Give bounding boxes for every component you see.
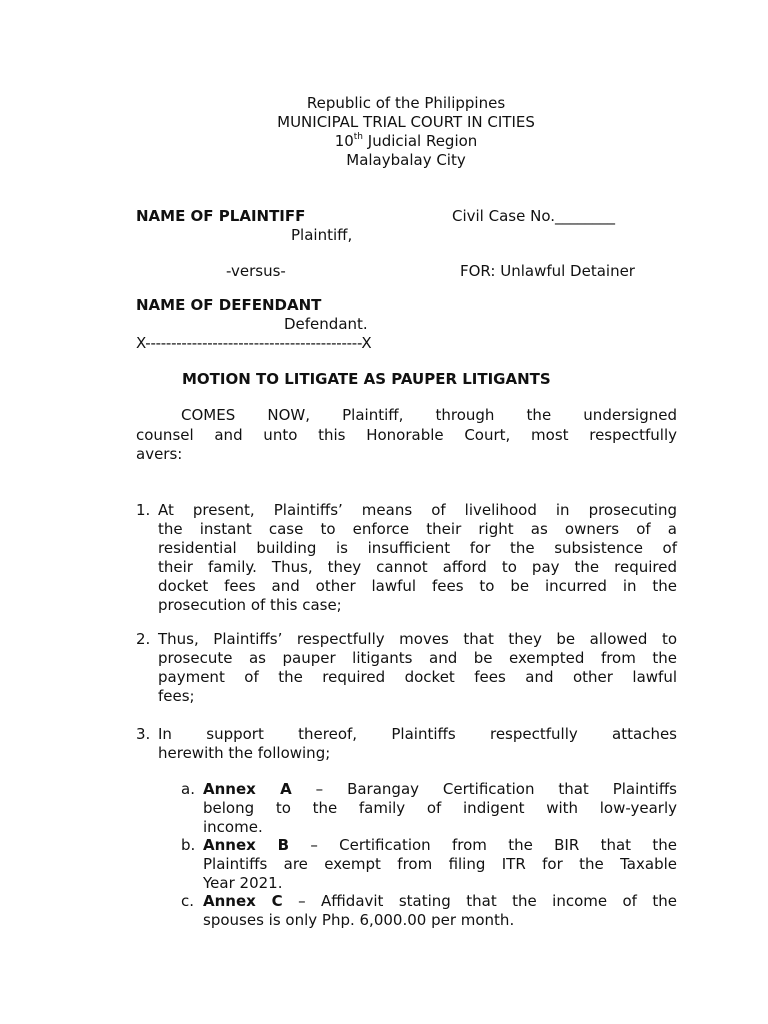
header-republic: Republic of the Philippines (306, 94, 506, 112)
annex-a-text (203, 780, 677, 837)
item-2-text (158, 630, 677, 706)
item-1-line: residential building is insufficient for the subsistence of (158, 539, 677, 557)
annex-b-letter: b. (181, 836, 196, 854)
annex-a-label: Annex A (203, 780, 292, 798)
item-2-line: payment of the required docket fees and other lawful (158, 668, 677, 686)
annex-b-line: Year 2021. (203, 874, 283, 892)
case-number: Civil Case No.________ (452, 207, 616, 225)
annex-b-desc: – Certification from the BIR that the (289, 836, 677, 854)
item-1-line: docket fees and other lawful fees to be incurred in the (158, 577, 677, 595)
annex-c-label: Annex C (203, 892, 283, 910)
region-text: Judicial Region (363, 132, 478, 150)
document-title: MOTION TO LITIGATE AS PAUPER LITIGANTS (182, 370, 551, 388)
item-1-line: prosecution of this case; (158, 596, 342, 614)
annex-a-line: income. (203, 818, 263, 836)
header-region (0, 132, 768, 151)
versus-label: -versus- (226, 262, 286, 280)
plaintiff-role: Plaintiff, (291, 226, 353, 244)
region-suffix: th (353, 132, 364, 142)
header-court: MUNICIPAL TRIAL COURT IN CITIES (277, 113, 535, 131)
annex-b-first-line (203, 836, 677, 855)
annex-a-letter: a. (181, 780, 195, 798)
intro-line-2: counsel and unto this Honorable Court, most respectfully (136, 426, 677, 444)
annex-c-desc: – Affidavit stating that the income of the (282, 892, 678, 910)
annex-b-line: Plaintiffs are exempt from filing ITR for the Taxable (203, 855, 677, 873)
case-nature: FOR: Unlawful Detainer (460, 262, 635, 280)
item-1-line: At present, Plaintiffs’ means of livelihood in prosecuting (158, 501, 677, 519)
defendant-role: Defendant. (284, 315, 368, 333)
item-2-number: 2. (136, 630, 151, 648)
annex-a-line: belong to the family of indigent with low-yearly (203, 799, 677, 817)
item-3-number: 3. (136, 725, 151, 743)
region-number: 10 (334, 132, 354, 150)
item-2-line: fees; (158, 687, 195, 705)
annex-c-first-line (203, 892, 677, 911)
item-3-line: In support thereof, Plaintiffs respectfully attaches (158, 725, 677, 743)
item-1-line: the instant case to enforce their right as owners of a (158, 520, 677, 538)
annex-b-text (203, 836, 677, 893)
annex-a-desc: – Barangay Certification that Plaintiffs (291, 780, 677, 798)
annex-b-label: Annex B (203, 836, 290, 854)
item-3-line: herewith the following; (158, 744, 331, 762)
item-3-text (158, 725, 677, 763)
item-2-line: Thus, Plaintiffs’ respectfully moves that they be allowed to (158, 630, 677, 648)
item-2-line: prosecute as pauper litigants and be exempted from the (158, 649, 677, 667)
annex-c-text (203, 892, 677, 930)
annex-a-first-line (203, 780, 677, 799)
caption-separator: X------------------------------------------X (136, 334, 372, 352)
defendant-name: NAME OF DEFENDANT (136, 296, 322, 314)
annex-c-line: spouses is only Php. 6,000.00 per month. (203, 911, 515, 929)
intro-line-3: avers: (136, 445, 183, 463)
plaintiff-name: NAME OF PLAINTIFF (136, 207, 306, 225)
header-city: Malaybalay City (346, 151, 466, 169)
intro-line-1: COMES NOW, Plaintiff, through the undersigned (181, 406, 677, 424)
item-1-number: 1. (136, 501, 151, 519)
annex-c-letter: c. (181, 892, 195, 910)
item-1-text (158, 501, 677, 615)
item-1-line: their family. Thus, they cannot afford to pay the required (158, 558, 677, 576)
